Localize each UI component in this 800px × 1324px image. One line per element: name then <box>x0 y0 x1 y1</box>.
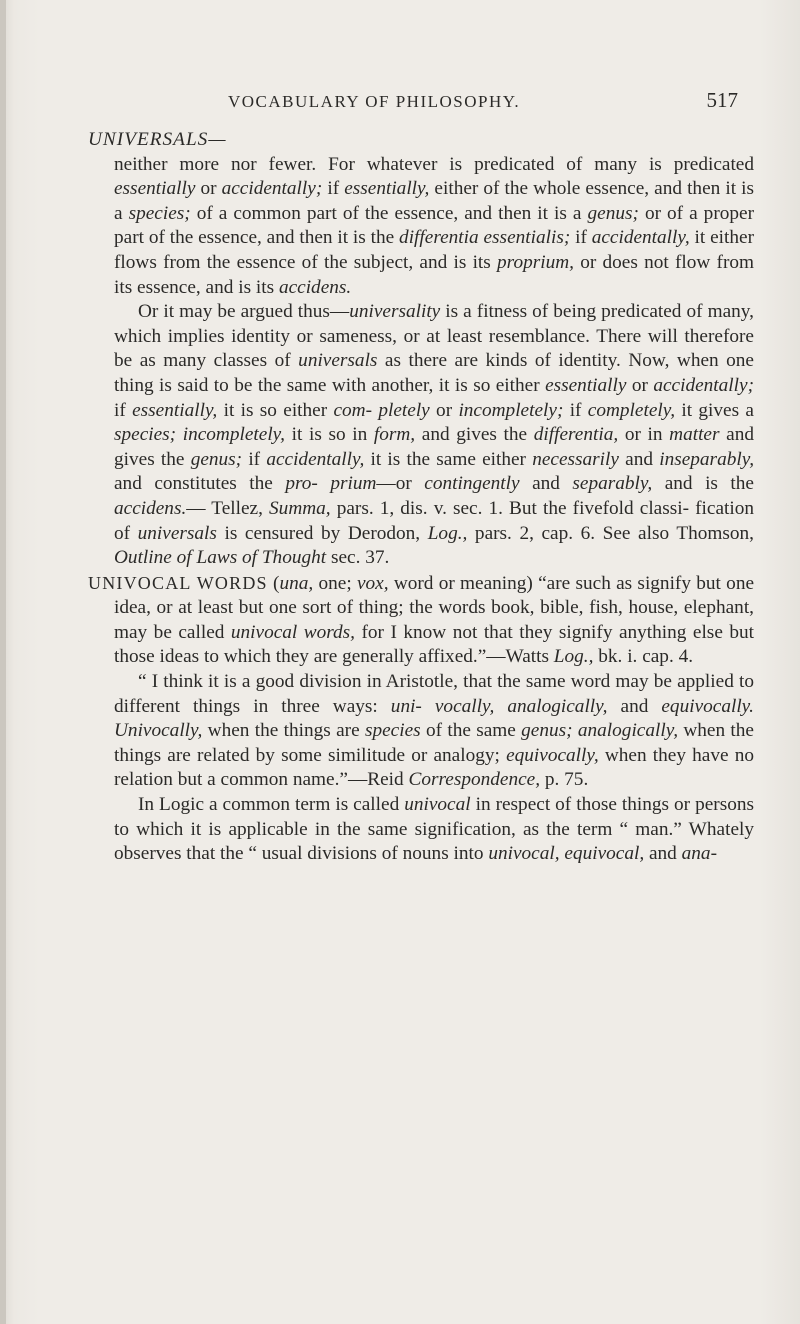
italic-term: matter <box>669 424 720 446</box>
universals-paragraph-1 <box>88 153 754 301</box>
text-run: and <box>644 843 682 865</box>
text-run: when they have no relation but a common name.”—Reid <box>114 744 755 791</box>
italic-term: accidentally; <box>221 178 328 200</box>
italic-term: universality <box>349 301 441 323</box>
italic-term: essentially, <box>344 178 430 200</box>
italic-term: universals <box>137 522 217 544</box>
italic-term: accidentally; <box>653 374 754 396</box>
italic-term: completely, <box>587 399 676 421</box>
text-run: if <box>569 399 588 421</box>
italic-term: accidens. <box>114 497 187 519</box>
italic-term: pro- prium <box>285 473 377 495</box>
text-run: and constitutes the <box>114 473 286 495</box>
text-run: In Logic a common term is called <box>138 794 405 816</box>
text-run: and <box>519 473 573 495</box>
univocal-paragraph-1 <box>88 571 754 670</box>
text-run: of a common part of the essence, and then it is a <box>196 202 588 224</box>
text-run: or <box>195 178 222 200</box>
italic-term: univocal <box>404 794 471 816</box>
italic-term: Log., <box>553 646 594 668</box>
italic-term: essentially, <box>132 399 218 421</box>
text-run: it either flows from the essence of the subject, and is its <box>114 227 755 273</box>
text-run: and gives the <box>415 424 534 446</box>
italic-term: genus; <box>587 202 645 224</box>
text-run: it gives a <box>675 399 754 421</box>
italic-term: accidens. <box>278 276 352 298</box>
text-run: if <box>327 178 345 200</box>
text-run: either of the whole essence, and then it is a <box>114 178 754 224</box>
italic-term: Outline of Laws of Thought <box>114 547 327 569</box>
text-run: as there are kinds of identity. Now, when one thing is said to be the same with another, it is so either <box>114 350 754 396</box>
text-run: and <box>618 448 660 470</box>
italic-term: Log., <box>427 522 468 544</box>
text-run: neither more nor fewer. For whatever is predicated of many is predicated <box>114 153 754 175</box>
entry-heading-univocal: UNIVOCAL WORDS <box>88 572 268 593</box>
text-run: when the things are related by some similitude or analogy; <box>114 720 754 766</box>
text-run: or <box>429 399 459 421</box>
text-run: is censured by Derodon, <box>216 522 428 544</box>
text-run: one; <box>313 572 357 594</box>
italic-term: accidentally, <box>266 448 365 470</box>
italic-term: vox, <box>356 572 389 594</box>
text-run: word or meaning) “are such as signify but one idea, or at least but one sort of thing; the words book, bible, fish, house, elephant, may be called <box>114 572 755 643</box>
text-run: in respect of those things or persons to which it is applicable in the same signification, as the term “ man.” Whately observes that the “ usual divisions of nouns into <box>114 794 754 865</box>
italic-term: differentia essentialis; <box>399 227 576 249</box>
running-head-title: VOCABULARY OF PHILOSOPHY. <box>228 92 521 111</box>
italic-term: accidentally, <box>591 227 690 249</box>
italic-term: differentia, <box>533 424 619 446</box>
italic-term: una, <box>279 572 314 594</box>
italic-term: uni- vocally, analogically, <box>390 695 608 717</box>
italic-term: incompletely; <box>458 399 570 421</box>
italic-term: species; incompletely, <box>114 424 285 446</box>
italic-term: com- pletely <box>333 399 430 421</box>
text-run: and gives the <box>114 424 754 470</box>
italic-term: equivocally. Univocally, <box>114 695 754 742</box>
italic-term: univocal, equivocal, <box>488 843 645 865</box>
text-run: or in <box>618 424 670 446</box>
italic-term: genus; <box>190 448 249 470</box>
italic-term: univocal words, <box>230 621 356 643</box>
text-run: it is so either <box>217 399 334 421</box>
text-run: when the things are <box>202 720 365 742</box>
italic-term: form, <box>373 424 416 446</box>
universals-paragraph-2 <box>88 300 754 571</box>
text-run: of the same <box>420 720 522 742</box>
text-run: —or <box>376 473 425 495</box>
text-run: p. 75. <box>540 769 589 791</box>
text-run: or <box>626 374 654 396</box>
italic-term: essentially <box>545 374 627 396</box>
text-run: it is the same either <box>364 448 533 470</box>
italic-term: inseparably, <box>659 448 755 470</box>
italic-term: separably, <box>572 473 653 495</box>
italic-term: universals <box>298 350 378 372</box>
text-run: if <box>248 448 267 470</box>
text-run: for I know not that they signify anything else but those ideas to which they are generally affixed.”—Watts <box>114 621 754 668</box>
text-run: pars. 2, cap. 6. See also Thomson, <box>467 522 754 544</box>
text-run: pars. 1, dis. v. sec. 1. But the fivefold classi- fication of <box>114 497 754 544</box>
text-run: or of a proper part of the essence, and then it is the <box>114 202 754 249</box>
text-run: if <box>575 227 592 249</box>
italic-term: Summa, <box>269 497 331 519</box>
text-run: — Tellez, <box>186 497 270 519</box>
text-run: “ I think it is a good division in Aristotle, that the same word may be applied to different things in three ways: <box>114 671 754 717</box>
text-run: or does not flow from its essence, and is its <box>114 251 755 298</box>
univocal-paragraph-3 <box>88 793 754 867</box>
page-text <box>88 128 754 867</box>
text-run: and <box>607 695 662 717</box>
page-number: 517 <box>706 88 738 112</box>
italic-term: genus; analogically, <box>521 720 679 742</box>
entry-heading-universals: UNIVERSALS— <box>88 129 227 150</box>
italic-term: species <box>364 720 421 742</box>
italic-term: species; <box>128 202 197 224</box>
italic-term: proprium, <box>497 251 574 273</box>
italic-term: equivocally, <box>506 744 599 766</box>
italic-term: contingently <box>424 473 520 495</box>
text-run: bk. i. cap. 4. <box>593 646 694 668</box>
text-run: it is so in <box>285 424 374 446</box>
text-run: ( <box>267 572 280 594</box>
italic-term: ana- <box>681 843 717 865</box>
text-run: Or it may be argued thus— <box>138 301 350 323</box>
page-gutter <box>0 0 6 1324</box>
italic-term: Correspondence, <box>408 769 541 791</box>
italic-term: essentially <box>114 178 196 200</box>
univocal-paragraph-2 <box>88 670 754 793</box>
text-run: is a fitness of being predicated of many, which implies identity or sameness, or at least resemblance. There will therefore be as many classes of <box>114 301 754 372</box>
text-run: if <box>114 399 133 421</box>
text-run: and is the <box>652 473 754 495</box>
text-run: sec. 37. <box>326 547 390 569</box>
italic-term: necessarily <box>532 448 619 470</box>
